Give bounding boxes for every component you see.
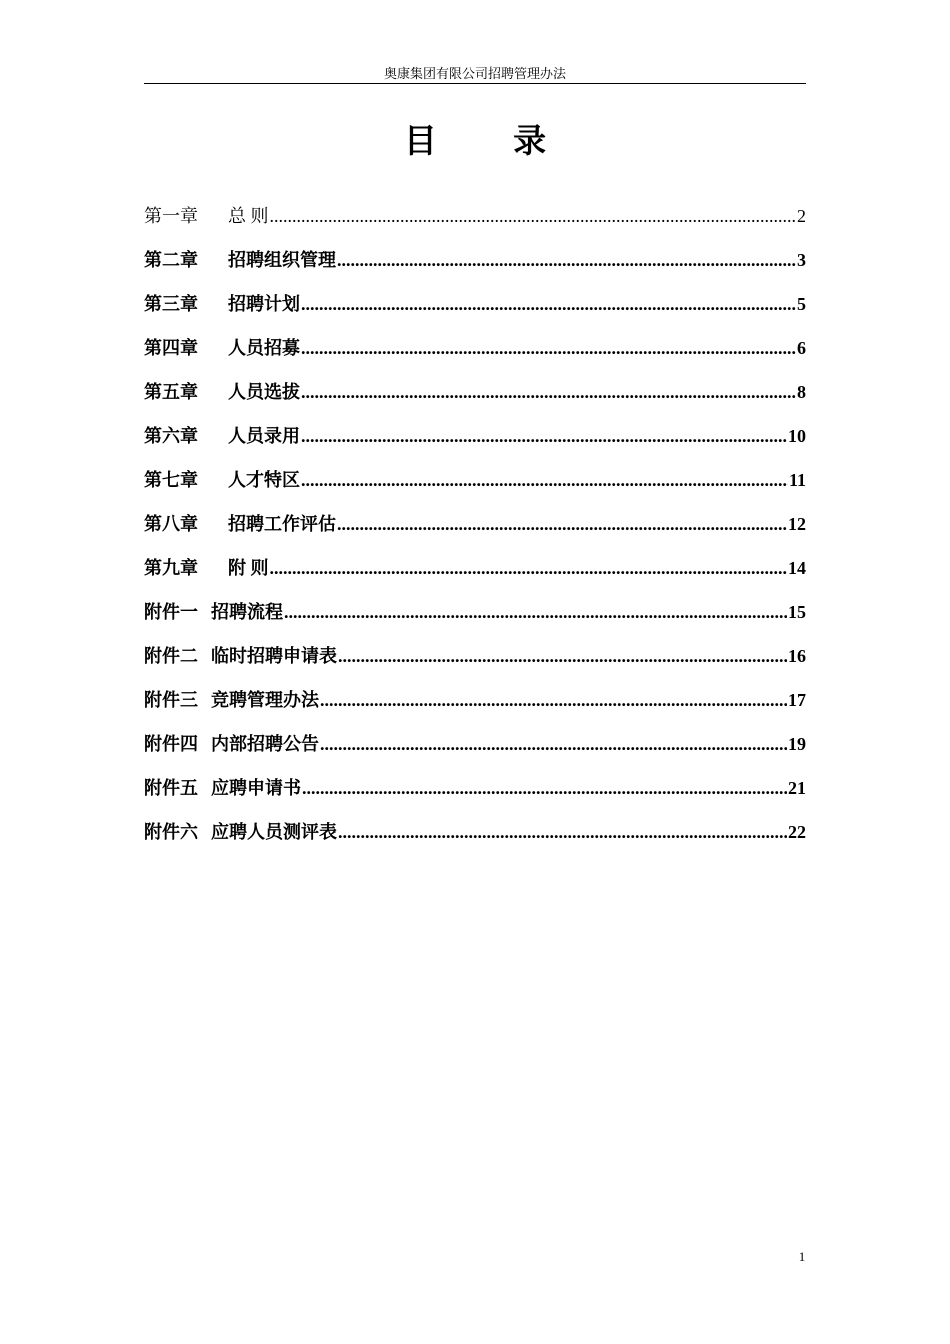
toc-entry[interactable] <box>144 244 806 288</box>
toc-entry-page: 10 <box>788 426 806 446</box>
toc-entry-page: 19 <box>788 734 806 754</box>
toc-entry-page: 5 <box>797 294 806 314</box>
toc-entry-title: 总 则 <box>228 206 269 226</box>
toc-entry-label: 第三章 <box>144 294 198 314</box>
toc-entry-label: 附件四 <box>144 734 198 754</box>
toc-dot-leader <box>301 420 787 452</box>
toc-entry-title: 人才特区 <box>228 470 300 490</box>
toc-entry-title: 人员选拔 <box>228 382 300 402</box>
toc-dot-leader <box>320 728 787 760</box>
toc-entry[interactable] <box>144 552 806 596</box>
toc-dot-leader <box>270 200 797 232</box>
toc-entry-page: 16 <box>788 646 806 666</box>
toc-entry[interactable] <box>144 200 806 244</box>
toc-dot-leader <box>301 288 796 320</box>
toc-title: 目 录 <box>403 124 581 160</box>
toc-entry-page: 11 <box>788 470 806 490</box>
toc-dot-leader <box>338 640 787 672</box>
toc-entry[interactable] <box>144 420 806 464</box>
toc-entry-page: 12 <box>788 514 806 534</box>
toc-entry-page: 3 <box>797 250 806 270</box>
toc-dot-leader <box>301 376 796 408</box>
toc-entry-title: 竞聘管理办法 <box>211 690 319 710</box>
toc-entry[interactable] <box>144 376 806 420</box>
toc-entry-label: 第九章 <box>144 558 198 578</box>
toc-entry-label: 附件一 <box>144 602 198 622</box>
toc-entry-title: 内部招聘公告 <box>211 734 319 754</box>
toc-entry[interactable] <box>144 640 806 684</box>
toc-entry-label: 附件五 <box>144 778 198 798</box>
toc-dot-leader <box>270 552 788 584</box>
toc-entry[interactable] <box>144 508 806 552</box>
toc-entry-title: 人员招募 <box>228 338 300 358</box>
toc-entry-title: 应聘人员测评表 <box>211 822 337 842</box>
toc-entry-label: 第八章 <box>144 514 198 534</box>
toc-dot-leader <box>338 816 787 848</box>
toc-entry-label: 第五章 <box>144 382 198 402</box>
toc-entry[interactable] <box>144 816 806 860</box>
toc-entry-title: 招聘流程 <box>211 602 283 622</box>
toc-entry-label: 第七章 <box>144 470 198 490</box>
toc-entry-title: 招聘计划 <box>228 294 300 314</box>
toc-entry-page: 17 <box>788 690 806 710</box>
toc-entry[interactable] <box>144 684 806 728</box>
toc-entry-page: 6 <box>797 338 806 358</box>
toc-dot-leader <box>302 772 787 804</box>
page-number: 1 <box>798 1249 806 1264</box>
toc-entry-page: 14 <box>788 558 806 578</box>
toc-entry-page: 21 <box>788 778 806 798</box>
toc-entry-label: 附件六 <box>144 822 198 842</box>
toc-entry-label: 第二章 <box>144 250 198 270</box>
toc-dot-leader <box>301 332 796 364</box>
toc-dot-leader <box>284 596 787 628</box>
toc-entry-label: 第一章 <box>144 206 198 226</box>
toc-list <box>144 200 806 860</box>
toc-entry[interactable] <box>144 596 806 640</box>
toc-entry-page: 2 <box>797 206 806 226</box>
toc-entry-label: 第四章 <box>144 338 198 358</box>
toc-entry[interactable] <box>144 772 806 816</box>
toc-entry[interactable] <box>144 332 806 376</box>
toc-entry-label: 附件二 <box>144 646 198 666</box>
toc-dot-leader <box>337 244 796 276</box>
toc-entry-title: 临时招聘申请表 <box>211 646 337 666</box>
toc-dot-leader <box>337 508 787 540</box>
header-text: 奥康集团有限公司招聘管理办法 <box>383 66 566 81</box>
toc-dot-leader <box>320 684 787 716</box>
toc-entry[interactable] <box>144 464 806 508</box>
toc-entry-page: 8 <box>797 382 806 402</box>
toc-entry[interactable] <box>144 728 806 772</box>
toc-entry-label: 第六章 <box>144 426 198 446</box>
toc-entry-title: 人员录用 <box>228 426 300 446</box>
toc-entry-label: 附件三 <box>144 690 198 710</box>
toc-entry-page: 22 <box>788 822 806 842</box>
toc-entry-title: 附 则 <box>228 558 269 578</box>
page-header <box>144 64 806 84</box>
toc-entry[interactable] <box>144 288 806 332</box>
toc-entry-title: 招聘组织管理 <box>228 250 336 270</box>
toc-entry-page: 15 <box>788 602 806 622</box>
toc-dot-leader <box>301 464 788 496</box>
toc-entry-title: 应聘申请书 <box>211 778 301 798</box>
toc-entry-title: 招聘工作评估 <box>228 514 336 534</box>
